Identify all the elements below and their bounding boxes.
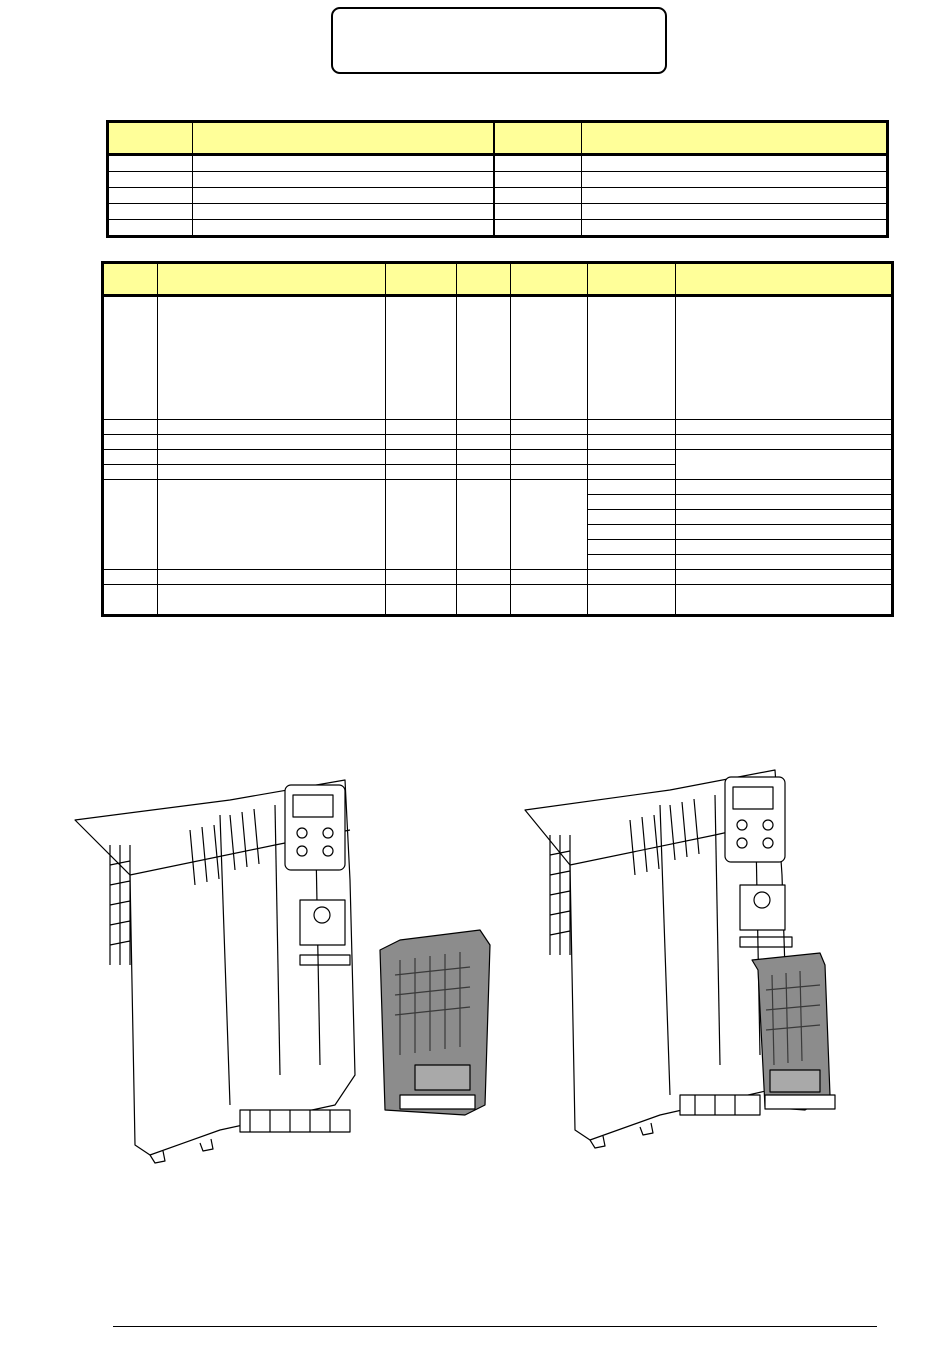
table-cell (193, 204, 494, 220)
table-cell (494, 188, 582, 204)
table-cell (193, 220, 494, 237)
table-cell (511, 480, 588, 570)
table-cell (588, 450, 676, 465)
table-cell (457, 465, 511, 480)
table-cell (676, 420, 893, 435)
table-cell (386, 465, 457, 480)
table-cell (588, 495, 676, 510)
table-cell (457, 480, 511, 570)
table-cell (386, 480, 457, 570)
table-cell (676, 450, 893, 480)
table-cell (386, 585, 457, 616)
table-cell (588, 540, 676, 555)
table-cell (588, 480, 676, 495)
table-header-cell (103, 263, 158, 296)
table-cell (588, 555, 676, 570)
table-cell (158, 420, 386, 435)
table-cell (457, 296, 511, 420)
table-cell (103, 450, 158, 465)
table-cell (386, 450, 457, 465)
table-cell (582, 188, 888, 204)
table-cell (582, 172, 888, 188)
table-cell (511, 435, 588, 450)
table-header-cell (588, 263, 676, 296)
table-cell (511, 296, 588, 420)
table-cell (386, 570, 457, 585)
table-cell (108, 220, 193, 237)
table-cell (494, 204, 582, 220)
table-row (108, 172, 888, 188)
table-row (108, 220, 888, 237)
table-cell (103, 570, 158, 585)
table-cell (103, 296, 158, 420)
table-cell (588, 585, 676, 616)
table-row (103, 296, 893, 420)
table-cell (588, 296, 676, 420)
drive-module-detached-illustration (70, 775, 500, 1170)
table-cell (676, 540, 893, 555)
table-cell (494, 220, 582, 237)
table-cell (676, 585, 893, 616)
table-cell (588, 465, 676, 480)
table-row (103, 420, 893, 435)
table-cell (193, 188, 494, 204)
table-cell (676, 525, 893, 540)
drive-module-installed-illustration (520, 765, 870, 1160)
table-cell (386, 296, 457, 420)
table-cell (158, 450, 386, 465)
table-cell (588, 420, 676, 435)
table-cell (193, 172, 494, 188)
table-header-cell (158, 263, 386, 296)
table-cell (676, 570, 893, 585)
table-cell (158, 570, 386, 585)
table-cell (676, 435, 893, 450)
table-cell (193, 155, 494, 172)
table-row (108, 155, 888, 172)
summary-table (106, 120, 889, 238)
table-cell (457, 585, 511, 616)
table-cell (103, 420, 158, 435)
table-cell (676, 510, 893, 525)
table-cell (103, 465, 158, 480)
table-cell (457, 435, 511, 450)
table-header-cell (108, 122, 193, 155)
table-header-cell (457, 263, 511, 296)
table-header-row (108, 122, 888, 155)
table-cell (457, 420, 511, 435)
table-cell (386, 420, 457, 435)
table-cell (457, 450, 511, 465)
table-header-cell (511, 263, 588, 296)
specification-table (101, 261, 894, 617)
table-row (103, 585, 893, 616)
table-cell (158, 585, 386, 616)
table-cell (494, 172, 582, 188)
table-row (103, 570, 893, 585)
table-header-cell (386, 263, 457, 296)
table-cell (582, 220, 888, 237)
table-cell (676, 296, 893, 420)
table-cell (588, 525, 676, 540)
table-cell (511, 585, 588, 616)
table-cell (158, 296, 386, 420)
table-header-cell (193, 122, 494, 155)
table-cell (511, 570, 588, 585)
footer-divider (113, 1326, 877, 1327)
table-header-cell (582, 122, 888, 155)
table-cell (158, 480, 386, 570)
table-row (108, 204, 888, 220)
table-cell (103, 435, 158, 450)
table-cell (511, 420, 588, 435)
table-cell (676, 495, 893, 510)
table-cell (108, 204, 193, 220)
table-cell (457, 570, 511, 585)
table-cell (108, 172, 193, 188)
table-row (103, 450, 893, 465)
table-cell (103, 585, 158, 616)
table-cell (582, 204, 888, 220)
table-cell (494, 155, 582, 172)
table-cell (588, 570, 676, 585)
page-title-box (331, 7, 667, 74)
table-cell (108, 155, 193, 172)
table-row (103, 435, 893, 450)
table-header-cell (676, 263, 893, 296)
table-cell (588, 510, 676, 525)
table-cell (386, 435, 457, 450)
table-row (103, 480, 893, 495)
table-cell (588, 435, 676, 450)
table-cell (103, 480, 158, 570)
table-cell (676, 555, 893, 570)
table-cell (108, 188, 193, 204)
table-cell (511, 465, 588, 480)
table-cell (676, 480, 893, 495)
table-header-cell (494, 122, 582, 155)
table-header-row (103, 263, 893, 296)
table-cell (158, 465, 386, 480)
table-row (108, 188, 888, 204)
table-cell (582, 155, 888, 172)
table-cell (511, 450, 588, 465)
table-cell (158, 435, 386, 450)
